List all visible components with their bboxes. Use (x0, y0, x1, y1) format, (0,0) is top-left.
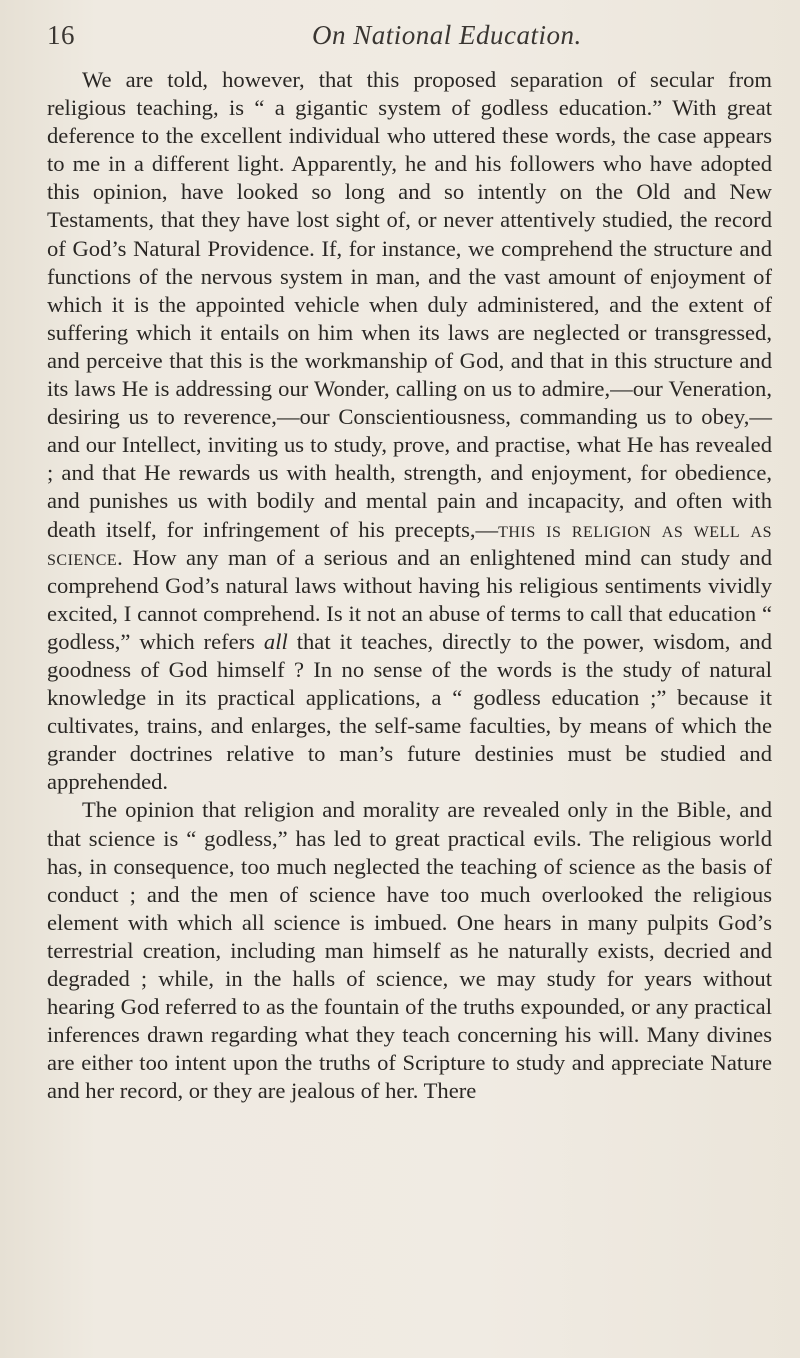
page-number: 16 (47, 20, 75, 50)
paragraph-1-text: We are told, however, that this proposed separation of secular from religious teaching, is “ a gigantic system of godless education.” With great deference to the excellent individual who uttered these words, the case appears to me in a different light. Apparently, he and his followers who have adopted this opinion, have looked so long and so intently on the Old and New Testaments, that they have lost sight of, or never attentively studied, the record of God’s Natural Providence. If, for instance, we comprehend the structure and functions of the nervous system in man, and the vast amount of enjoyment of which it is the appointed vehicle when duly administered, and the extent of suffering which it entails on him when its laws are neglected or transgressed, and perceive that this is the workmanship of God, and that in this structure and its laws He is addressing our Wonder, calling on us to admire,—our Veneration, desiring us to reverence,—our Conscientiousness, commanding us to obey,—and our Intellect, inviting us to study, prove, and practise, what He has revealed ; and that He rewards us with health, strength, and enjoyment, for obedience, and punishes us with bodily and mental pain and incapacity, and often with death itself, for infringement of his precepts,— (47, 67, 772, 542)
paragraph-1 (47, 66, 772, 796)
paragraph-1-text-continued: How any man of a serious and an enlightened mind can study and comprehend God’s natural laws without having his religious sentiments vividly excited, I cannot comprehend. Is it not an abuse of terms to call that education “ godless,” which refers (47, 544, 772, 654)
body-text (47, 66, 772, 1105)
small-caps-phrase: this is religion as well as science. (47, 516, 773, 570)
paragraph-2: The opinion that religion and morality are revealed only in the Bible, and that science is “ godless,” has led to great practical evils. The religious world has, in consequence, too much neglected the teaching of science as the basis of conduct ; and the men of science have too much overlooked the religious element with which all science is imbued. One hears in many pulpits God’s terrestrial creation, including man himself as he naturally exists, decried and degraded ; while, in the halls of science, we may study for years without hearing God referred to as the fountain of the truths expounded, or any practical inferences drawn regarding what they teach concerning his will. Many divines are either too intent upon the truths of Scripture to study and appreciate Nature and her record, or they are jealous of her. There (47, 797, 772, 1104)
paragraph-1-text-end: that it teaches, directly to the power, wisdom, and goodness of God himself ? In no sense of the words is the study of natural knowledge in its practical applications, a “ godless education ;” because it cultivates, trains, and enlarges, the self-same faculties, by means of which the grander doctrines relative to man’s future destinies must be studied and apprehended. (47, 628, 772, 795)
running-head: On National Education. (312, 20, 582, 50)
page-header (47, 14, 767, 54)
italic-word: all (263, 628, 288, 654)
